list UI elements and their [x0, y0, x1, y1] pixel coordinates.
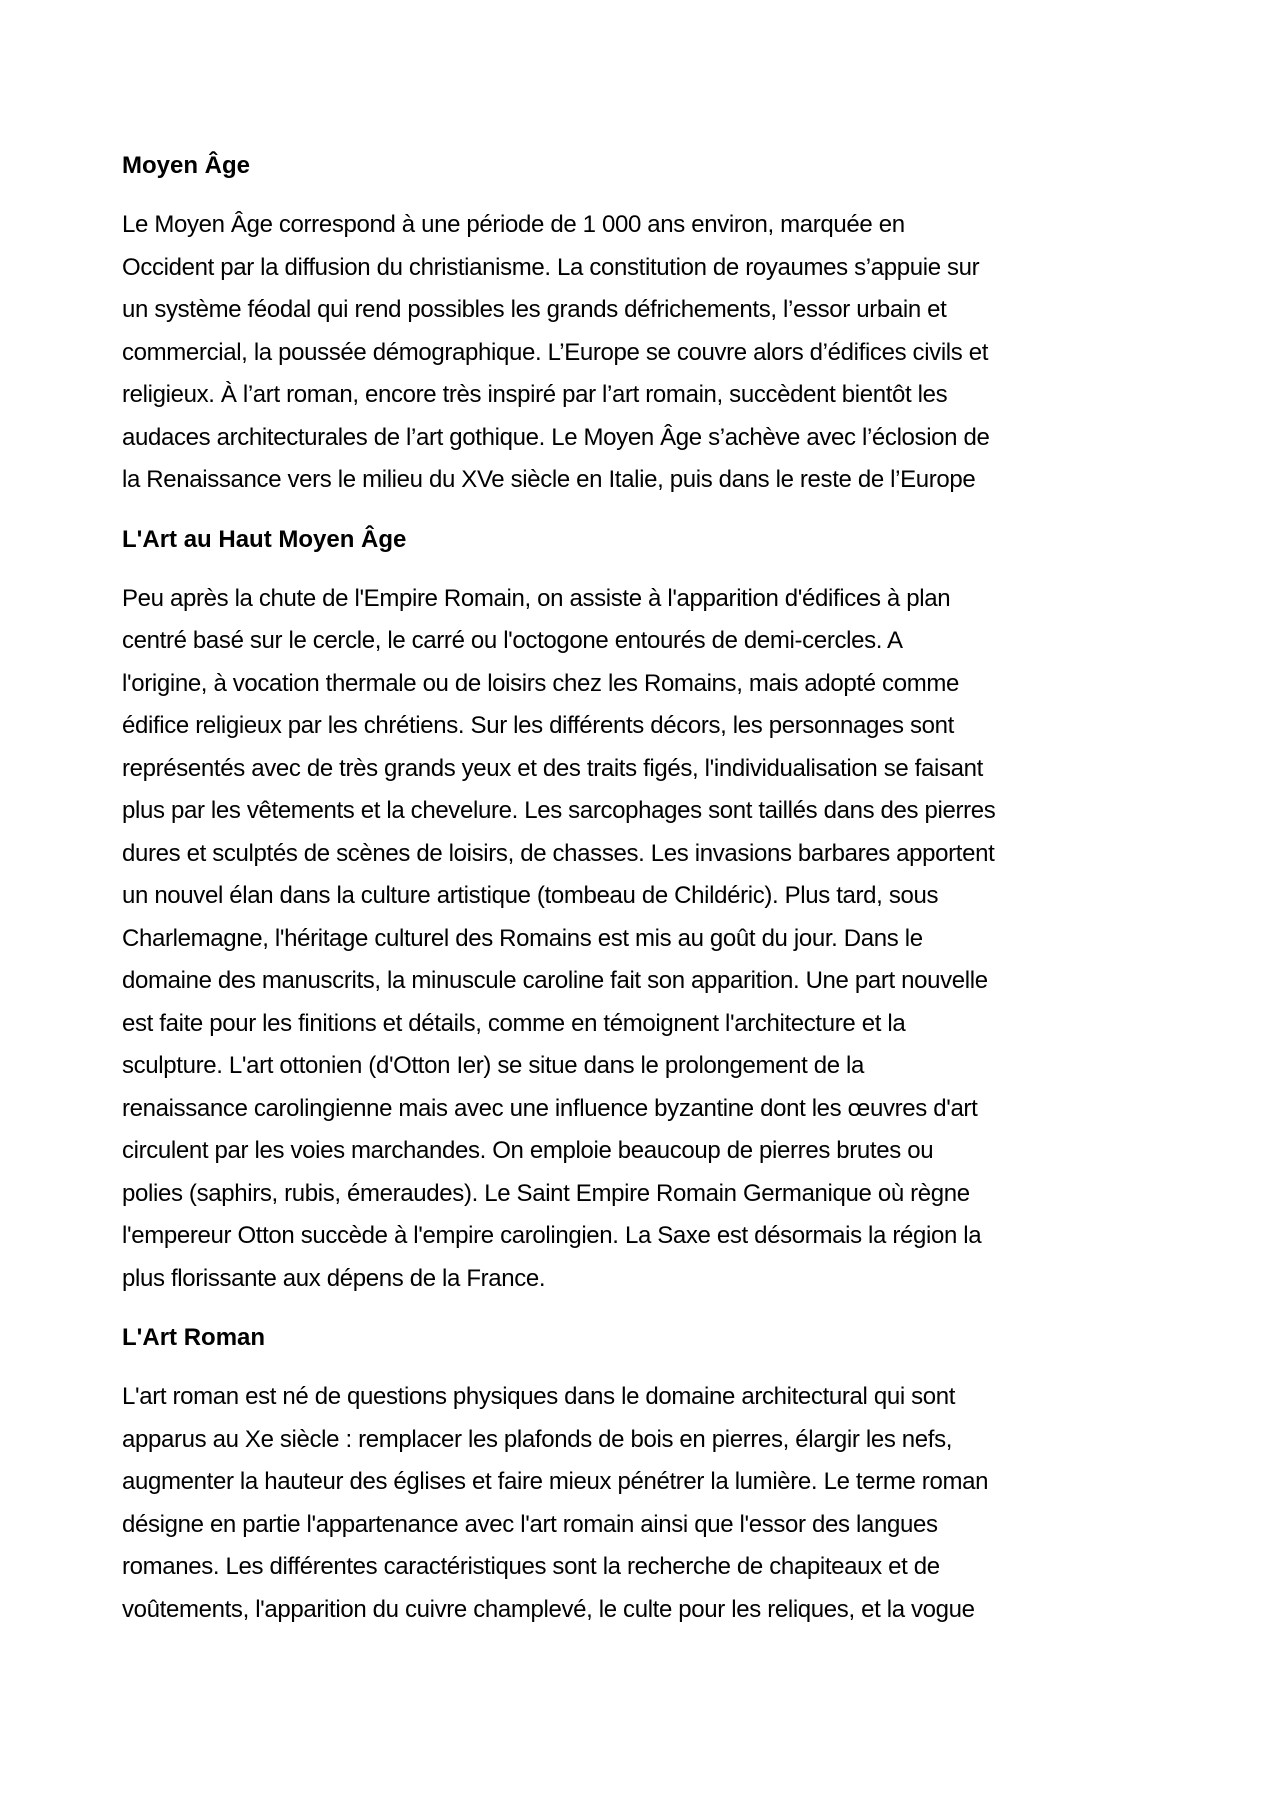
text-line: augmenter la hauteur des églises et faire mieux pénétrer la lumière. Le terme roman	[122, 1468, 989, 1495]
text-line: Occident par la diffusion du christianisme. La constitution de royaumes s’appuie sur	[122, 253, 980, 281]
text-line: Peu après la chute de l'Empire Romain, on assiste à l'apparition d'édifices à plan	[122, 584, 951, 612]
text-line: romanes. Les différentes caractéristiques sont la recherche de chapiteaux et de	[122, 1553, 940, 1580]
section-paragraph-haut-moyen-age	[122, 578, 1170, 1301]
text-line: un nouvel élan dans la culture artistique (tombeau de Childéric). Plus tard, sous	[122, 882, 939, 909]
text-line: sculpture. L'art ottonien (d'Otton Ier) se situe dans le prolongement de la	[122, 1052, 865, 1079]
section-heading-moyen-age: Moyen Âge	[122, 152, 251, 179]
text-line: L'art roman est né de questions physiques dans le domaine architectural qui sont	[122, 1383, 956, 1410]
text-line: apparus au Xe siècle : remplacer les plafonds de bois en pierres, élargir les nefs,	[122, 1425, 953, 1453]
text-line: représentés avec de très grands yeux et des traits figés, l'individualisation se faisant	[122, 754, 983, 782]
text-line: l'origine, à vocation thermale ou de loisirs chez les Romains, mais adopté comme	[122, 669, 959, 697]
text-line: audaces architecturales de l’art gothique. Le Moyen Âge s’achève avec l’éclosion de	[122, 423, 990, 451]
text-line: polies (saphirs, rubis, émeraudes). Le Saint Empire Romain Germanique où règne	[122, 1179, 970, 1207]
text-line: édifice religieux par les chrétiens. Sur les différents décors, les personnages sont	[122, 712, 954, 739]
text-line: religieux. À l’art roman, encore très inspiré par l’art romain, succèdent bientôt les	[122, 381, 948, 408]
section-paragraph-moyen-age	[122, 204, 1170, 502]
text-line: plus florissante aux dépens de la France.	[122, 1264, 546, 1292]
text-line: renaissance carolingienne mais avec une influence byzantine dont les œuvres d'art	[122, 1094, 978, 1122]
text-line: un système féodal qui rend possibles les grands défrichements, l’essor urbain et	[122, 296, 947, 323]
text-line: Charlemagne, l'héritage culturel des Romains est mis au goût du jour. Dans le	[122, 924, 923, 952]
text-line: désigne en partie l'appartenance avec l'art romain ainsi que l'essor des langues	[122, 1510, 938, 1538]
text-line: centré basé sur le cercle, le carré ou l'octogone entourés de demi-cercles. A	[122, 627, 903, 654]
document-page	[122, 150, 1170, 1653]
text-line: l'empereur Otton succède à l'empire carolingien. La Saxe est désormais la région la	[122, 1222, 982, 1249]
section-heading-art-roman: L'Art Roman	[122, 1324, 266, 1351]
text-line: dures et sculptés de scènes de loisirs, de chasses. Les invasions barbares apportent	[122, 839, 995, 867]
section-heading-haut-moyen-age: L'Art au Haut Moyen Âge	[122, 525, 407, 553]
section-paragraph-art-roman	[122, 1376, 1170, 1631]
text-line: Le Moyen Âge correspond à une période de 1 000 ans environ, marquée en	[122, 211, 905, 238]
text-line: commercial, la poussée démographique. L’Europe se couvre alors d’édifices civils et	[122, 338, 989, 366]
text-line: voûtements, l'apparition du cuivre champlevé, le culte pour les reliques, et la vogue	[122, 1595, 975, 1623]
text-line: circulent par les voies marchandes. On emploie beaucoup de pierres brutes ou	[122, 1137, 934, 1164]
text-line: domaine des manuscrits, la minuscule caroline fait son apparition. Une part nouvelle	[122, 967, 988, 994]
text-line: la Renaissance vers le milieu du XVe siècle en Italie, puis dans le reste de l’Europe	[122, 466, 976, 493]
text-line: est faite pour les finitions et détails, comme en témoignent l'architecture et la	[122, 1009, 906, 1037]
text-line: plus par les vêtements et la chevelure. Les sarcophages sont taillés dans des pierres	[122, 797, 996, 824]
